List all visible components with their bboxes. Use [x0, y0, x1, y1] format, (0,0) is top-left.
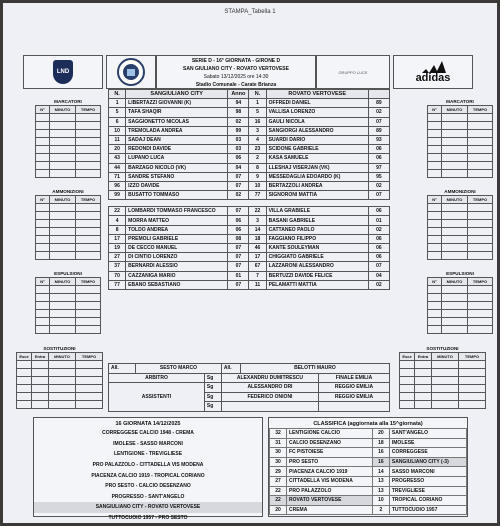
away-number: 77: [249, 191, 266, 200]
standings-team: FC PISTOIESE: [287, 448, 373, 458]
standings-points: 13: [372, 486, 389, 496]
away-year: 07: [368, 191, 389, 200]
away-player: LLESHAJ VISERJAN (VK): [266, 163, 368, 172]
home-number: 77: [109, 280, 126, 289]
adidas-wordmark: adidas: [415, 71, 451, 84]
standings-points: 31: [270, 438, 287, 448]
home-player: PREMOLI GABRIELE: [126, 234, 228, 243]
away-number: 22: [249, 207, 266, 216]
standings-team: TREVIGLIESE: [389, 486, 466, 496]
standings-box: [268, 417, 468, 517]
away-number: 10: [249, 181, 266, 190]
bench-row: [109, 225, 390, 234]
home-number: 19: [109, 244, 126, 253]
standings-points: 20: [270, 505, 287, 515]
standings-points: 27: [270, 476, 287, 486]
away-ammonizioni: AMMONIZIONI N° MINUTO TEMPO: [427, 189, 493, 260]
home-year: 06: [228, 154, 249, 163]
home-number: 10: [109, 126, 126, 135]
standings-team: IMOLESE: [389, 438, 466, 448]
next-round-list: [34, 428, 262, 523]
home-number: 37: [109, 262, 126, 271]
home-player: LOMBARDI TOMMASO FRANCESCO: [126, 207, 228, 216]
fixture-text: PROGRESSO - SANT'ANGELO: [111, 493, 185, 500]
adidas-logo-box: [393, 55, 473, 89]
away-number: 3: [249, 216, 266, 225]
standings-team: CALCIO DESENZANO: [287, 438, 373, 448]
home-year: 99: [228, 126, 249, 135]
home-player: LIBERTAZZI GIOVANNI (K): [126, 99, 228, 108]
away-marcatori: MARCATORI N° MINUTO TEMPO: [427, 99, 493, 178]
home-year: 07: [228, 253, 249, 262]
standings-points: 30: [270, 448, 287, 458]
bench-row: [109, 244, 390, 253]
starters-row: [109, 191, 390, 200]
standings-team: TUTTOCUOIO 1957: [389, 505, 466, 515]
home-player: SANDRE STEFANO: [126, 172, 228, 181]
standings-points: 16: [372, 448, 389, 458]
lnd-logo: LND: [53, 60, 73, 84]
standings-points: 13: [372, 476, 389, 486]
fixture-text: PIACENZA CALCIO 1919 - TROPICAL CORIANO: [91, 472, 205, 479]
fixture-row: [34, 513, 262, 523]
away-year: 02: [368, 225, 389, 234]
away-player: MESSEDAGLIA EDOARDO (K): [266, 172, 368, 181]
fixture-text: PRO PALAZZOLO - CITTADELLA VIS MODENA: [92, 462, 204, 469]
sponsor-box: [316, 55, 390, 89]
away-espulsioni: ESPULSIONI N° MINUTO TEMPO: [427, 271, 493, 334]
home-crest-box: [106, 55, 156, 89]
home-player: LUPANO LUCA: [126, 154, 228, 163]
away-year: 93: [368, 135, 389, 144]
away-number: 7: [249, 271, 266, 280]
standings-points: 14: [372, 467, 389, 477]
home-number: 4: [109, 216, 126, 225]
away-year: 06: [368, 253, 389, 262]
away-player: CHIGGIATO GABRIELE: [266, 253, 368, 262]
standings-points: 30: [270, 457, 287, 467]
standings-row: [270, 496, 467, 506]
away-player: SUARDI DARIO: [266, 135, 368, 144]
away-player: VILLA GRABIELE: [266, 207, 368, 216]
standings-team: TROPICAL CORIANO: [389, 496, 466, 506]
away-number: 16: [249, 117, 266, 126]
home-year: 03: [228, 145, 249, 154]
home-year: 07: [228, 207, 249, 216]
home-number: 99: [109, 191, 126, 200]
away-number: 9: [249, 172, 266, 181]
home-ammonizioni: AMMONIZIONI N° MINUTO TEMPO: [35, 189, 101, 260]
standings-points: 18: [372, 438, 389, 448]
home-number: 20: [109, 145, 126, 154]
adidas-stripes-icon: [420, 61, 446, 73]
roster-header: N. SANGIULIANO CITY Anno N. ROVATO VERTOVESE: [109, 90, 390, 99]
starters-row: [109, 145, 390, 154]
standings-team: PRO PALAZZOLO: [287, 486, 373, 496]
print-header: STAMPA_Tabella 1: [224, 9, 276, 15]
fixture-text: IMOLESE - SASSO MARCONI: [113, 440, 183, 447]
standings-points: 22: [270, 496, 287, 506]
home-number: 11: [109, 135, 126, 144]
away-year: 02: [368, 181, 389, 190]
home-year: 06: [228, 216, 249, 225]
away-player: VALLISA LORENZO: [266, 108, 368, 117]
venue-line: Stadio Comunale - Carate Brianza: [195, 82, 277, 88]
home-year: 03: [228, 135, 249, 144]
bench-row: [109, 262, 390, 271]
fixture-text: TUTTOCUOIO 1957 - PRO SESTO: [108, 515, 188, 522]
home-player: DI CINTIO LORENZO: [126, 253, 228, 262]
roster-gap: [109, 200, 390, 207]
home-player: TOLDO ANDREA: [126, 225, 228, 234]
officials-table: [108, 363, 390, 412]
fixture-text: SANGIULIANO CITY - ROVATO VERTOVESE: [34, 502, 262, 513]
home-player: TREMOLADA ANDREA: [126, 126, 228, 135]
home-player: SADAJ DEAN: [126, 135, 228, 144]
away-number: 3: [249, 126, 266, 135]
away-year: 97: [368, 163, 389, 172]
match-info-box: [156, 55, 316, 89]
starters-row: [109, 163, 390, 172]
home-year: 94: [228, 99, 249, 108]
away-year: 95: [368, 172, 389, 181]
away-number: 8: [249, 163, 266, 172]
starters-row: [109, 126, 390, 135]
home-number: 6: [109, 117, 126, 126]
away-year: 07: [368, 117, 389, 126]
away-year: 89: [368, 126, 389, 135]
standings-row: [270, 448, 467, 458]
away-year: 06: [368, 145, 389, 154]
standings-team: PROGRESSO: [389, 476, 466, 486]
away-year: 06: [368, 207, 389, 216]
standings-points: 2: [372, 505, 389, 515]
away-sostituzioni: SOSTITUZIONI Esce Entra MINUTO TEMPO: [399, 346, 486, 409]
standings-row: [270, 438, 467, 448]
next-round-title: 16 GIORNATA 14/12/2025: [115, 421, 181, 427]
referee-row: ARBITRO Sg ALEXANDRU DUMITRESCU FINALE EMILIA: [109, 373, 390, 383]
standings-row: [270, 467, 467, 477]
away-player: BASANI GABRIELE: [266, 216, 368, 225]
home-player: REDONDI DAVIDE: [126, 145, 228, 154]
standings-team: SASSO MARCONI: [389, 467, 466, 477]
away-year: 07: [368, 262, 389, 271]
home-year: 02: [228, 191, 249, 200]
away-number: 4: [249, 135, 266, 144]
away-player: GAULI NICOLA: [266, 117, 368, 126]
starters-row: [109, 99, 390, 108]
home-number: 17: [109, 234, 126, 243]
starters-row: [109, 108, 390, 117]
fixture-row: [34, 470, 262, 481]
away-year: 89: [368, 99, 389, 108]
standings-team: SANT'ANGELO: [389, 429, 466, 439]
home-number: 27: [109, 253, 126, 262]
home-number: 70: [109, 271, 126, 280]
home-year: 07: [228, 172, 249, 181]
standings-points: 29: [270, 467, 287, 477]
bench-row: [109, 216, 390, 225]
sponsor-logo: GRUPPO LUCE: [338, 69, 368, 75]
standings-team: SANGIULIANO CITY (-3): [389, 457, 466, 467]
home-year: 98: [228, 108, 249, 117]
fixture-line: SAN GIULIANO CITY - ROVATO VERTOVESE: [183, 66, 289, 72]
home-number: 1: [109, 99, 126, 108]
standings-row: [270, 505, 467, 515]
home-number: 43: [109, 154, 126, 163]
standings-team: ROVATO VERTOVESE: [287, 496, 373, 506]
away-player: CATTANEO PAOLO: [266, 225, 368, 234]
home-year: 02: [228, 117, 249, 126]
home-year: 07: [228, 244, 249, 253]
home-year: 01: [228, 271, 249, 280]
away-year: 06: [368, 244, 389, 253]
match-sheet: [3, 3, 497, 523]
away-number: 67: [249, 262, 266, 271]
home-year: 04: [228, 163, 249, 172]
home-number: 44: [109, 163, 126, 172]
home-number: 96: [109, 181, 126, 190]
standings-points: 20: [372, 429, 389, 439]
away-player: BERTUZZI DAVIDE FELICE: [266, 271, 368, 280]
home-sostituzioni: SOSTITUZIONI Esce Entra MINUTO TEMPO: [16, 346, 103, 409]
away-number: 18: [249, 234, 266, 243]
standings-team: CORREGGESE: [389, 448, 466, 458]
home-player: CAZZANIGA MARIO: [126, 271, 228, 280]
away-player: BERTAZZOLI ANDREA: [266, 181, 368, 190]
bench-row: [109, 234, 390, 243]
assistant-row-3: Sg: [109, 402, 390, 412]
home-player: IZZO DAVIDE: [126, 181, 228, 190]
away-player: SANGIORGI ALESSANDRO: [266, 126, 368, 135]
home-number: 22: [109, 207, 126, 216]
away-player: PELAMATTI MATTIA: [266, 280, 368, 289]
standings-row: [270, 457, 467, 467]
standings-points: 10: [372, 496, 389, 506]
home-number: 5: [109, 108, 126, 117]
home-player: SAGGIONETTO NICOLAS: [126, 117, 228, 126]
away-player: KASA SAMUELE: [266, 154, 368, 163]
home-year: 07: [228, 280, 249, 289]
standings-title: CLASSIFICA (aggiornata alla 15^giornata): [313, 421, 423, 427]
fixture-row: [34, 481, 262, 492]
home-player: EBANO SEBASTIANO: [126, 280, 228, 289]
coaches-row: All. SESTO MARCO All. BELOTTI MAURO: [109, 364, 390, 374]
bench-row: [109, 280, 390, 289]
fixture-row: [34, 492, 262, 503]
home-player: BERNARDI ALESSIO: [126, 262, 228, 271]
away-number: 46: [249, 244, 266, 253]
standings-row: [270, 486, 467, 496]
home-player: MORRA MATTEO: [126, 216, 228, 225]
standings-points: 32: [270, 429, 287, 439]
standings-team: PIACENZA CALCIO 1919: [287, 467, 373, 477]
home-marcatori: MARCATORI N° MINUTO TEMPO: [35, 99, 101, 178]
home-number: 71: [109, 172, 126, 181]
standings-team: LENTIGIONE CALCIO: [287, 429, 373, 439]
away-number: 2: [249, 154, 266, 163]
starters-row: [109, 172, 390, 181]
lnd-logo-box: [23, 55, 103, 89]
standings-team: CITTADELLA VIS MODENA: [287, 476, 373, 486]
fixture-row: [34, 460, 262, 471]
standings-table: [269, 428, 467, 515]
next-round-box: [33, 417, 263, 522]
starters-row: [109, 117, 390, 126]
fixture-row: [34, 502, 262, 513]
away-year: 06: [368, 234, 389, 243]
competition-line: SERIE D - 16° GIORNATA - GIRONE D: [191, 58, 281, 64]
fixture-row: [34, 439, 262, 450]
bench-row: [109, 253, 390, 262]
bench-row: [109, 207, 390, 216]
home-number: 8: [109, 225, 126, 234]
home-crest-icon: [117, 58, 145, 86]
standings-points: 16: [372, 457, 389, 467]
home-player: TAFA SHAQIR: [126, 108, 228, 117]
home-year: 06: [228, 225, 249, 234]
fixture-row: [34, 428, 262, 439]
standings-points: 22: [270, 486, 287, 496]
away-player: FAGGIANO FILIPPO: [266, 234, 368, 243]
assistant-row-1: ASSISTENTI Sg ALESSANDRO DRI REGGIO EMILIA: [109, 383, 390, 393]
home-player: BUSATTO TOMMASO: [126, 191, 228, 200]
away-number: 17: [249, 253, 266, 262]
datetime-line: Sabato 13/12/2025 ore 14:30: [203, 74, 269, 80]
assistant-row-2: Sg FEDERICO ONIONI REGGIO EMILIA: [109, 392, 390, 402]
away-player: LAZZARONI ALESSANDRO: [266, 262, 368, 271]
away-year: 06: [368, 154, 389, 163]
away-year: 04: [368, 271, 389, 280]
away-player: KANTE SOULEYMAN: [266, 244, 368, 253]
home-year: 08: [228, 234, 249, 243]
away-year: 01: [368, 216, 389, 225]
away-year: 02: [368, 280, 389, 289]
roster-table: [108, 89, 390, 290]
away-player: SIGNORONI MATTIA: [266, 191, 368, 200]
away-number: 5: [249, 108, 266, 117]
away-player: OFFREDI DANIEL: [266, 99, 368, 108]
fixture-text: CORREGGESE CALCIO 1948 - CREMA: [102, 430, 194, 437]
away-player: SCIDONE GABRIELE: [266, 145, 368, 154]
fixture-text: PRO SESTO - CALCIO DESENZANO: [105, 483, 191, 490]
fixture-text: LENTIGIONE - TREVIGLIESE: [113, 451, 183, 458]
home-espulsioni: ESPULSIONI N° MINUTO TEMPO: [35, 271, 101, 334]
away-number: 11: [249, 280, 266, 289]
home-year: 07: [228, 262, 249, 271]
standings-row: [270, 429, 467, 439]
home-player: BARZAGO NICOLO (VK): [126, 163, 228, 172]
home-year: 07: [228, 181, 249, 190]
away-number: 23: [249, 145, 266, 154]
away-number: 14: [249, 225, 266, 234]
starters-row: [109, 135, 390, 144]
home-player: DE CECCO MANUEL: [126, 244, 228, 253]
starters-row: [109, 154, 390, 163]
bench-row: [109, 271, 390, 280]
away-year: 02: [368, 108, 389, 117]
starters-row: [109, 181, 390, 190]
standings-row: [270, 476, 467, 486]
fixture-row: [34, 449, 262, 460]
standings-team: PRO SESTO: [287, 457, 373, 467]
away-number: 1: [249, 99, 266, 108]
standings-team: CREMA: [287, 505, 373, 515]
